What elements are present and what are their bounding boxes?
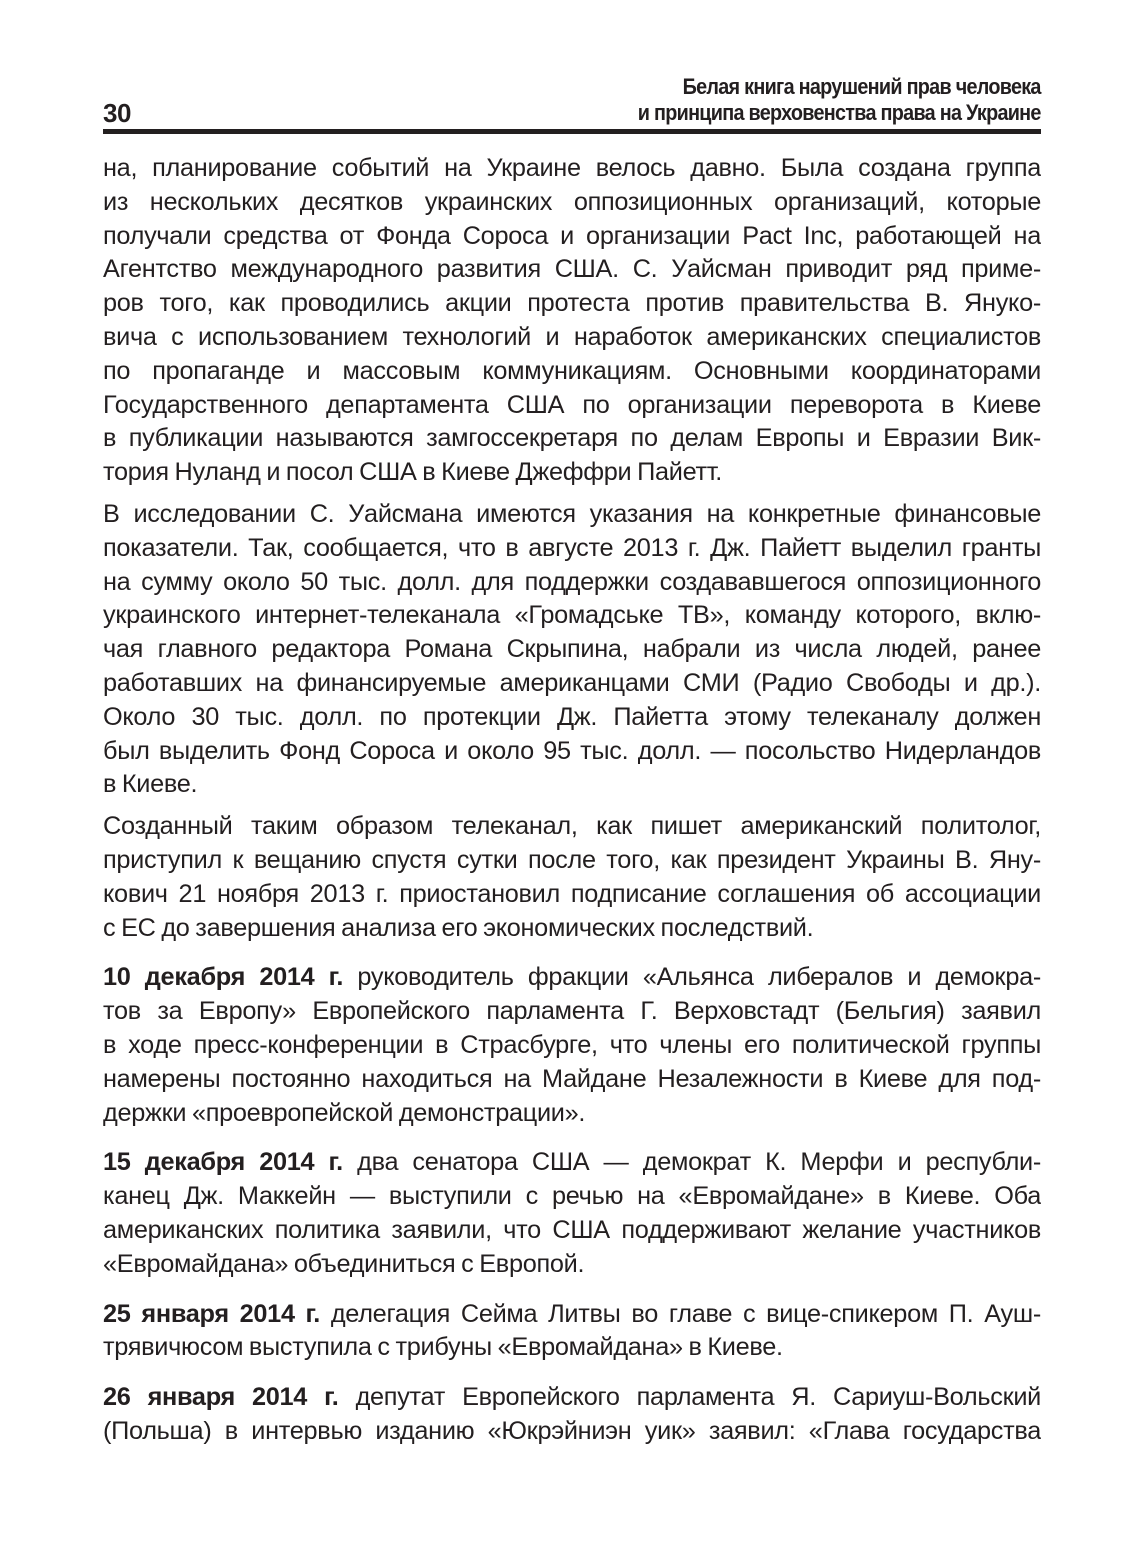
text-line: Государственного департамента США по организации переворота в Киеве bbox=[103, 390, 1041, 419]
text-line: Агентство международного развития США. С. Уайсман приводит ряд приме- bbox=[103, 255, 1041, 284]
entry-date: 26 января 2014 г. bbox=[103, 1383, 339, 1412]
text-line: тов за Европу» Европейского парламента Г. Верховстадт (Бельгия) заявил bbox=[103, 997, 1041, 1026]
paragraph bbox=[103, 810, 1041, 945]
text-line: 10 декабря 2014 г. руководитель фракции «Альянса либералов и демокра- bbox=[103, 963, 1041, 992]
text-line: канец Дж. Маккейн — выступили с речью на «Евромайдане» в Киеве. Оба bbox=[103, 1182, 1041, 1211]
text-line: 15 декабря 2014 г. два сенатора США — демократ К. Мерфи и республи- bbox=[103, 1148, 1041, 1177]
running-title-line-2: и принципа верховенства права на Украине bbox=[638, 100, 1041, 125]
page-header bbox=[103, 72, 1041, 132]
text-line: на сумму около 50 тыс. долл. для поддержки создававшегося оппозиционного bbox=[103, 567, 1041, 596]
text-line: украинского интернет-телеканала «Громадське ТВ», команду которого, вклю- bbox=[103, 601, 1041, 630]
text-line: Созданный таким образом телеканал, как пишет американский политолог, bbox=[103, 812, 1041, 841]
text-line: намерены постоянно находиться на Майдане Незалежности в Киеве для под- bbox=[103, 1064, 1041, 1093]
text-line: В исследовании С. Уайсмана имеются указания на конкретные финансовые bbox=[103, 499, 1041, 528]
entry-date: 25 января 2014 г. bbox=[103, 1299, 320, 1328]
dated-entry bbox=[103, 1146, 1041, 1281]
text-line: вича с использованием технологий и наработок американских специалистов bbox=[103, 322, 1041, 351]
paragraph bbox=[103, 152, 1041, 490]
dated-entry bbox=[103, 961, 1041, 1130]
text-line: держки «проевропейской демонстрации». bbox=[103, 1098, 586, 1127]
text-line: ров того, как проводились акции протеста против правительства В. Януко- bbox=[103, 289, 1041, 318]
text-line: тория Нуланд и посол США в Киеве Джеффри Пайетт. bbox=[103, 458, 723, 487]
paragraph bbox=[103, 498, 1041, 802]
text-line: трявичюсом выступила с трибуны «Евромайдана» в Киеве. bbox=[103, 1333, 783, 1362]
text-line: «Евромайдана» объединиться с Европой. bbox=[103, 1249, 585, 1278]
body-text bbox=[103, 152, 1041, 1449]
text-line: с ЕС до завершения анализа его экономических последствий. bbox=[103, 913, 814, 942]
text-line: работавших на финансируемые американцами СМИ (Радио Свободы и др.). bbox=[103, 668, 1041, 697]
text-line: (Польша) в интервью изданию «Юкрэйниэн уик» заявил: «Глава государства bbox=[103, 1416, 1041, 1445]
text-line: получали средства от Фонда Сороса и организации Pact Inc, работающей на bbox=[103, 221, 1041, 250]
header-rule bbox=[103, 129, 1041, 134]
running-title bbox=[638, 74, 1041, 126]
running-title-line-1: Белая книга нарушений прав человека bbox=[682, 74, 1041, 99]
text-line: американских политика заявили, что США поддерживают желание участников bbox=[103, 1215, 1041, 1244]
entry-date: 10 декабря 2014 г. bbox=[103, 963, 344, 992]
text-line: в Киеве. bbox=[103, 770, 198, 799]
text-line: Около 30 тыс. долл. по протекции Дж. Пайетта этому телеканалу должен bbox=[103, 702, 1041, 731]
text-line: на, планирование событий на Украине велось давно. Была создана группа bbox=[103, 154, 1041, 182]
entry-date: 15 декабря 2014 г. bbox=[103, 1148, 343, 1177]
dated-entry bbox=[103, 1381, 1041, 1449]
text-line: в публикации называются замгоссекретаря по делам Европы и Евразии Вик- bbox=[103, 424, 1041, 453]
text-line: чая главного редактора Романа Скрыпина, набрали из числа людей, ранее bbox=[103, 635, 1041, 664]
text-line: по пропаганде и массовым коммуникациям. Основными координаторами bbox=[103, 356, 1041, 385]
text-line: в ходе пресс-конференции в Страсбурге, что члены его политической группы bbox=[103, 1030, 1041, 1059]
text-line: 26 января 2014 г. депутат Европейского парламента Я. Сариуш-Вольский bbox=[103, 1383, 1041, 1412]
text-line: был выделить Фонд Сороса и около 95 тыс. долл. — посольство Нидерландов bbox=[103, 736, 1041, 765]
text-line: кович 21 ноября 2013 г. приостановил подписание соглашения об ассоциации bbox=[103, 879, 1041, 908]
text-line: приступил к вещанию спустя сутки после того, как президент Украины В. Яну- bbox=[103, 845, 1041, 874]
page-number: 30 bbox=[103, 98, 131, 128]
dated-entry bbox=[103, 1298, 1041, 1366]
text-line: показатели. Так, сообщается, что в августе 2013 г. Дж. Пайетт выделил гранты bbox=[103, 533, 1041, 562]
text-line: 25 января 2014 г. делегация Сейма Литвы во главе с вице-спикером П. Ауш- bbox=[103, 1299, 1041, 1328]
text-line: из нескольких десятков украинских оппозиционных организаций, которые bbox=[103, 187, 1041, 216]
